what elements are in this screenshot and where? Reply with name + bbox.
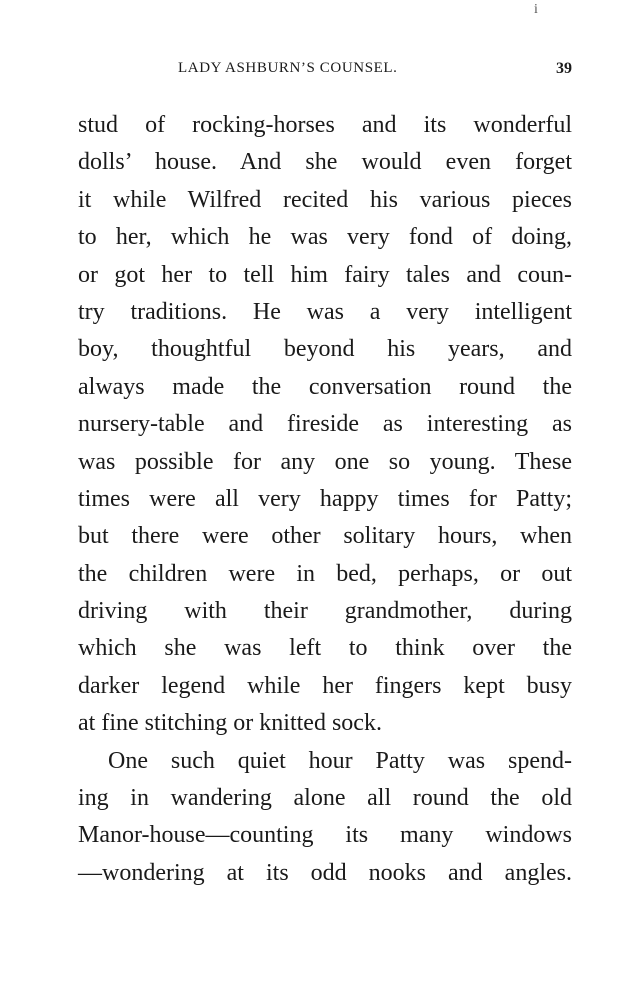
text-line: or got her to tell him fairy tales and coun-: [78, 261, 572, 288]
text-line: One such quiet hour Patty was spend-: [108, 747, 572, 774]
text-line: nursery-table and fireside as interesting as: [78, 411, 572, 438]
corner-mark: i: [534, 2, 538, 17]
text-line: boy, thoughtful beyond his years, and: [78, 336, 572, 363]
text-line: ing in wandering alone all round the old: [78, 785, 572, 812]
text-line: dolls’ house. And she would even forget: [78, 149, 572, 176]
text-line: darker legend while her fingers kept busy: [78, 672, 572, 699]
text-line: it while Wilfred recited his various pieces: [78, 186, 572, 213]
running-title: LADY ASHBURN’S COUNSEL.: [178, 60, 398, 76]
text-line: try traditions. He was a very intelligent: [78, 298, 572, 325]
body-text: [78, 107, 572, 892]
text-line: —wondering at its odd nooks and angles.: [78, 859, 572, 886]
text-line: driving with their grandmother, during: [78, 598, 572, 625]
text-line: but there were other solitary hours, when: [78, 523, 572, 550]
text-line: was possible for any one so young. These: [78, 448, 572, 475]
text-line: always made the conversation round the: [78, 373, 572, 400]
running-header: [78, 60, 572, 82]
text-line: times were all very happy times for Patty;: [78, 485, 572, 512]
text-line: the children were in bed, perhaps, or out: [78, 560, 572, 587]
page-number: 39: [556, 60, 572, 77]
text-line: Manor-house—counting its many windows: [78, 822, 572, 849]
text-line: stud of rocking-horses and its wonderful: [78, 112, 572, 138]
text-line: to her, which he was very fond of doing,: [78, 224, 572, 251]
text-line: at fine stitching or knitted sock.: [78, 710, 382, 737]
text-line: which she was left to think over the: [78, 635, 572, 662]
